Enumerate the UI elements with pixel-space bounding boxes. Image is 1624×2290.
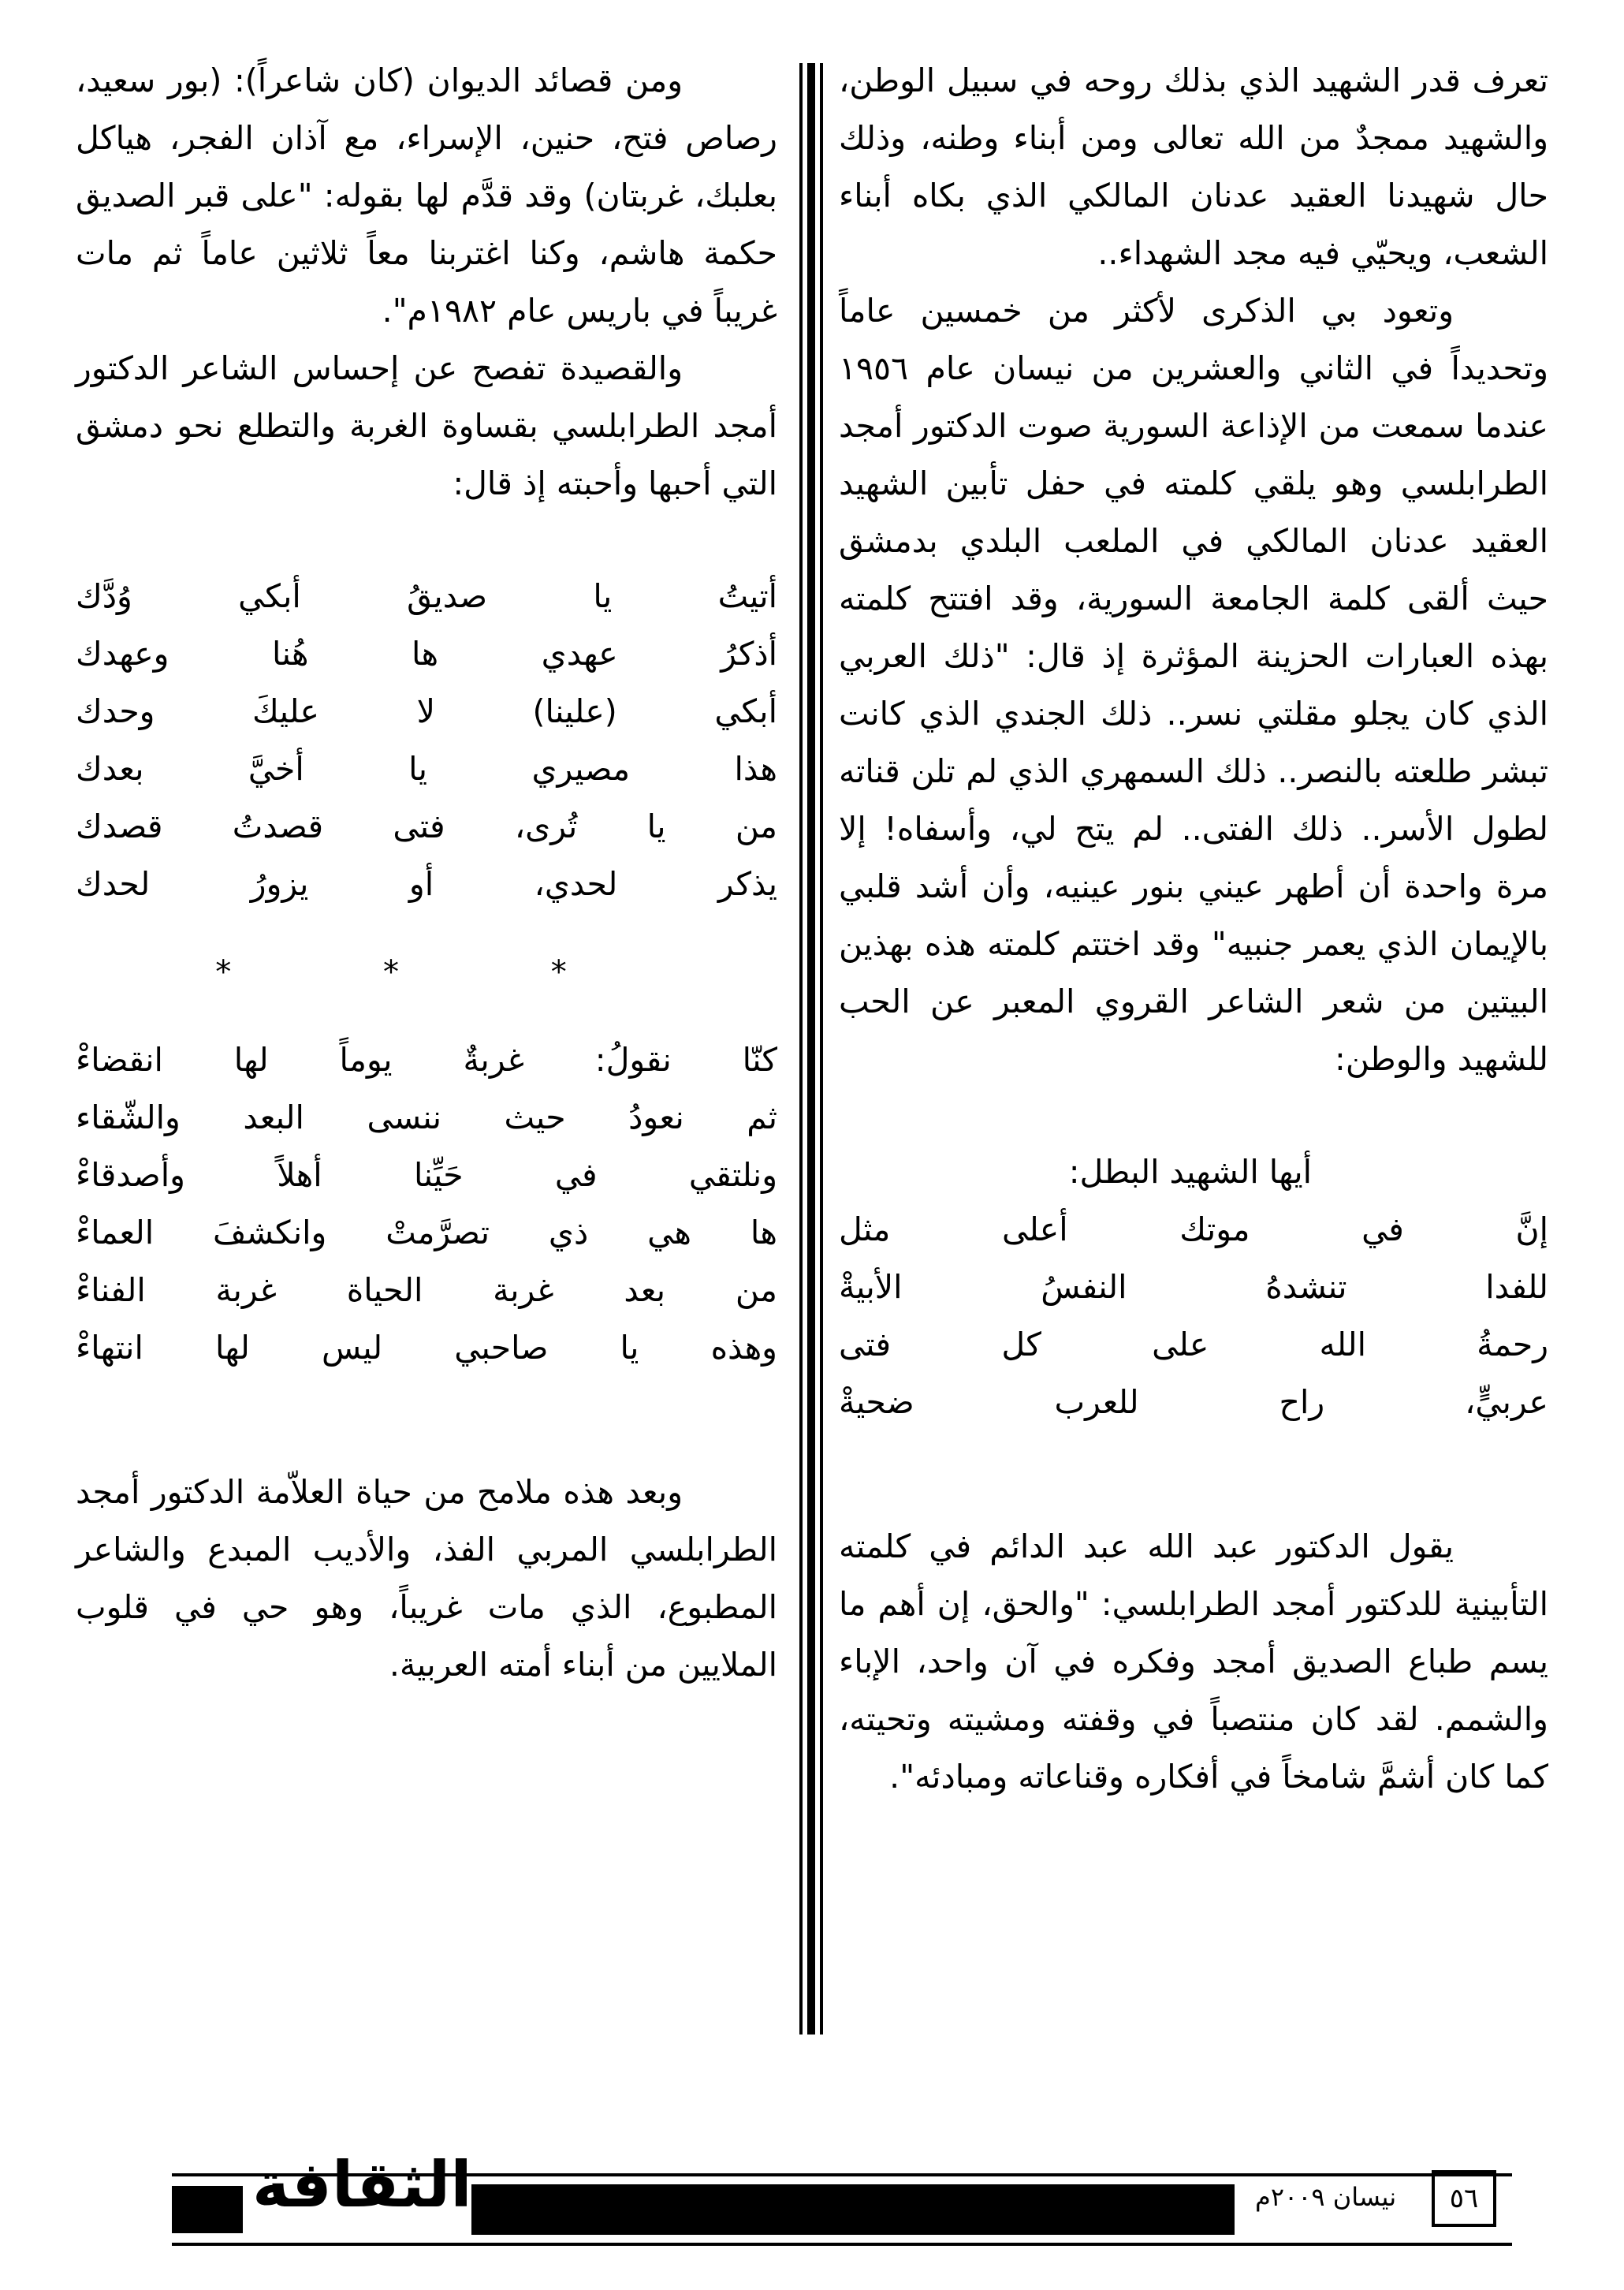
footer-bar — [471, 2184, 1235, 2235]
verse-line: هذا مصيري يا أخيَّ بعدك — [76, 750, 777, 788]
left-column — [76, 52, 777, 1694]
paragraph: وبعد هذه ملامح من حياة العلاّمة الدكتور أمجد الطرابلسي المربي الفذ، والأديب المبدع والشاعر المطبوع، الذي مات غريباً، وهو حي في قلوب الملايين من أبناء أمته العربية. — [76, 1473, 777, 1684]
paragraph: تعرف قدر الشهيد الذي بذلك روحه في سبيل الوطن، والشهيد ممجدٌ من الله تعالى ومن أبناء وطنه، وذلك حال شهيدنا العقيد عدنان المالكي الذي بكاه أبناء الشعب، ويحيّي فيه مجد الشهداء.. — [839, 62, 1548, 272]
verse-block — [76, 568, 777, 913]
verse-line: أذكرُ عهدي ها هُنا وعهدك — [76, 635, 777, 673]
verse-line: أتيتُ يا صديقُ أبكي وُدَّك — [76, 577, 777, 615]
paragraph: ومن قصائد الديوان (كان شاعراً): (بور سعيد، رصاص فتح، حنين، الإسراء، مع آذان الفجر، هياكل بعلبك، غربتان) وقد قدَّم لها بقوله: "على قبر الصديق حكمة هاشم، وكنا اغتربنا معاً ثلاثين عاماً ثم مات غريباً في باريس عام ١٩٨٢م". — [76, 62, 777, 330]
verse-line: رحمةُ الله على كل فتى — [839, 1326, 1548, 1363]
spacer — [839, 1088, 1548, 1143]
verse-line: عربيٍّ، راح للعرب ضحيةْ — [839, 1383, 1548, 1421]
paragraph: يقول الدكتور عبد الله عبد الدائم في كلمته التأبينية للدكتور أمجد الطرابلسي: "والحق، إن أهم ما يسم طباع الصديق أمجد وفكره في آن واحد، الإباء والشمم. لقد كان منتصباً في وقفته ومشيته وتحيته، كما كان أشمَّ شامخاً في أفكاره وقناعاته ومبادئه". — [839, 1527, 1548, 1796]
verse-line: ها هي ذي تصرَّمتْ وانكشفَ العماءْ — [76, 1214, 777, 1251]
verse-title: أيها الشهيد البطل: — [1068, 1153, 1312, 1191]
paragraph: وتعود بي الذكرى لأكثر من خمسين عاماً وتحديداً في الثاني والعشرين من نيسان عام ١٩٥٦ عندما سمعت من الإذاعة السورية صوت الدكتور أمجد الطرابلسي وهو يلقي كلمته في حفل تأبين الشهيد العقيد عدنان المالكي في الملعب البلدي بدمشق حيث ألقى كلمة الجامعة السورية، وقد افتتح كلمته بهذه العبارات الحزينة المؤثرة إذ قال: "ذلك العربي الذي كان يجلو مقلتي نسر.. ذلك الجندي الذي كانت تبشر طلعته بالنصر.. ذلك السمهري الذي لم تلن قناته لطول الأسر.. ذلك الفتى.. لم يتح لي، وأسفاه! إلا مرة واحدة أن أطهر عيني بنور عينيه، وأن أشد قلبي بالإيمان الذي يعمر جنبيه" وقد اختتم كلمته هذه بهذين البيتين من شعر الشاعر القروي المعبر عن الحب للشهيد والوطن: — [839, 292, 1548, 1078]
footer-bar — [172, 2186, 243, 2233]
verse-line: ثم نعودُ حيث ننسى البعد والشّقاء — [76, 1098, 777, 1136]
verse-line: وهذه يا صاحبي ليس لها انتهاءْ — [76, 1329, 777, 1367]
verse-line: إنَّ في موتك أعلى مثل — [839, 1210, 1548, 1248]
magazine-logo: الثقافة — [252, 2148, 472, 2221]
paragraph: والقصيدة تفصح عن إحساس الشاعر الدكتور أمجد الطرابلسي بقساوة الغربة والتطلع نحو دمشق التي أحبها وأحبته إذ قال: — [76, 349, 777, 502]
verse-line: يذكر لحدي، أو يزورُ لحدك — [76, 865, 777, 903]
verse-line: من بعد غربة الحياة غربة الفناءْ — [76, 1271, 777, 1309]
issue-date: نيسان ٢٠٠٩م — [1255, 2182, 1397, 2212]
right-column — [839, 52, 1548, 1806]
spacer — [76, 513, 777, 568]
verse-line: من يا تُرى، فتى قصدتُ قصدك — [76, 807, 777, 845]
verse-line: للفدا تنشدهُ النفسُ الأبيةْ — [839, 1268, 1548, 1306]
spacer — [76, 1377, 777, 1464]
column-divider — [799, 63, 823, 2035]
verse-line: أبكي (علينا) لا عليكَ وحدك — [76, 692, 777, 730]
section-separator: * * * — [215, 954, 638, 990]
page-number: ٥٦ — [1432, 2170, 1496, 2227]
verse-block — [76, 1031, 777, 1377]
spacer — [839, 1431, 1548, 1518]
verse-line: ونلتقي في حَيِّنا أهلاً وأصدقاءْ — [76, 1156, 777, 1194]
verse-block — [839, 1201, 1548, 1431]
footer-rule — [172, 2243, 1512, 2246]
verse-line: كنّا نقولُ: غربةٌ يوماً لها انقضاءْ — [76, 1041, 777, 1079]
